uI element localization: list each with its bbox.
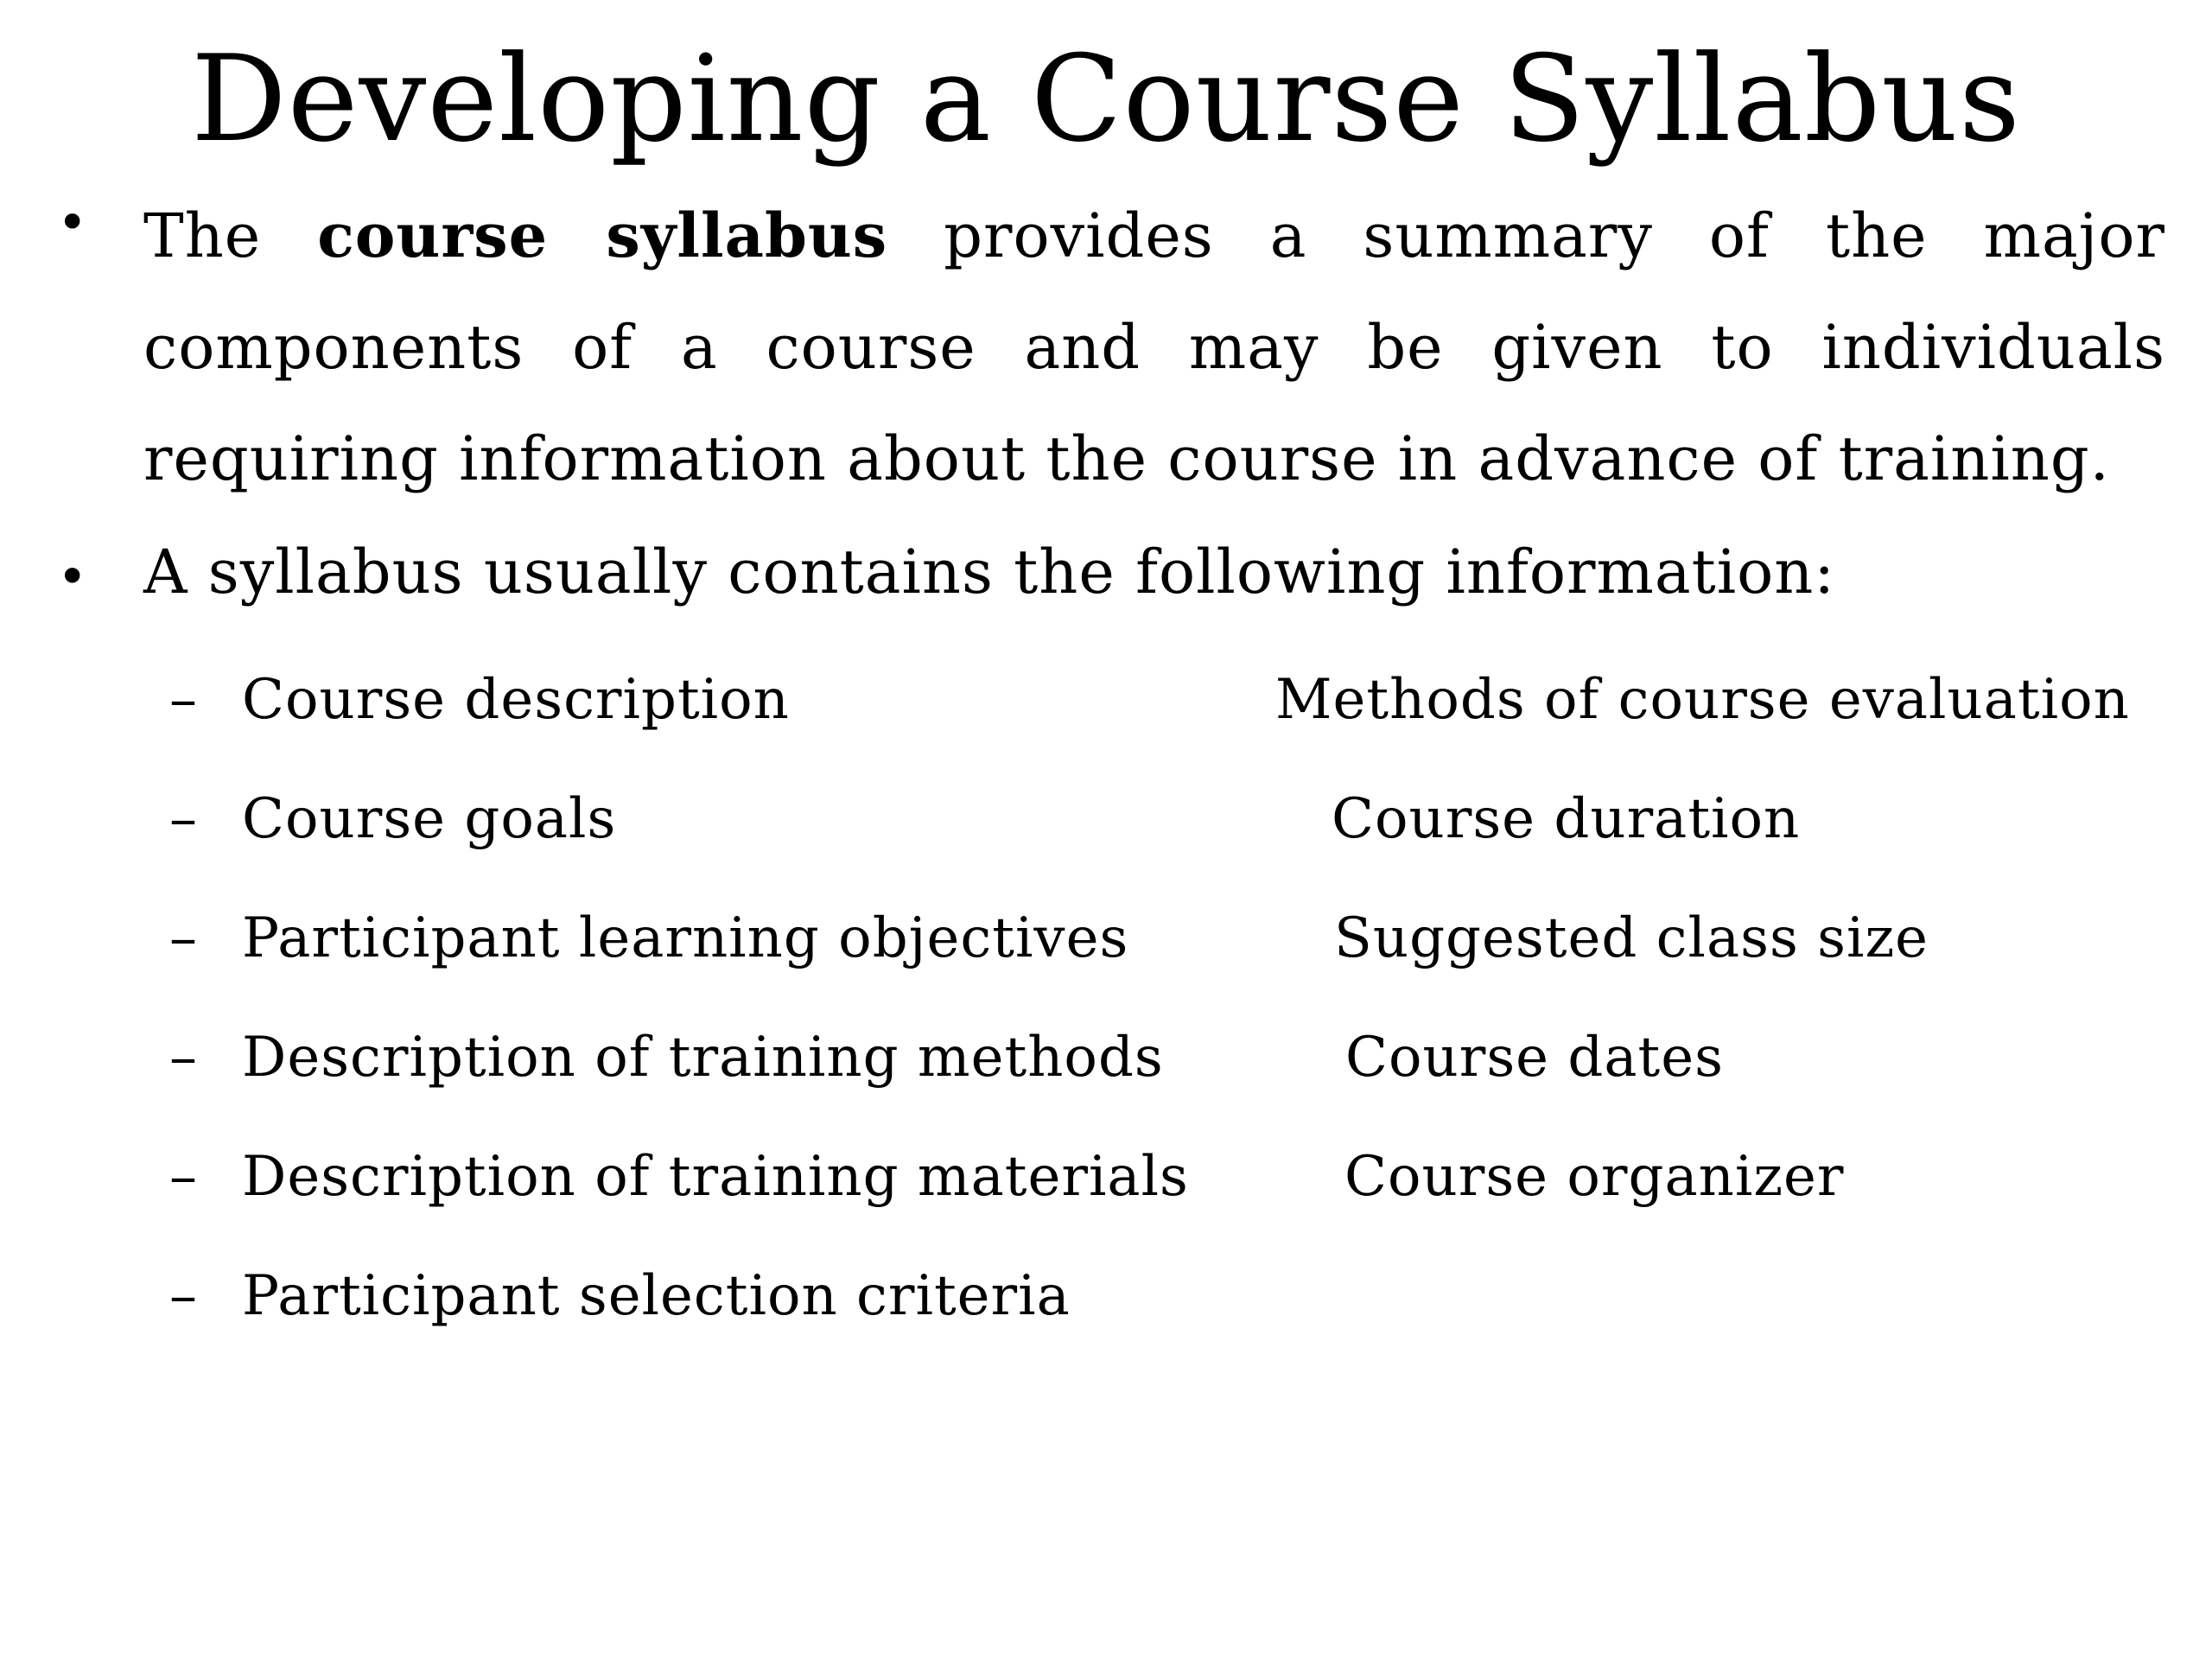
dash-icon: – xyxy=(169,787,197,851)
bullet-1-text-end: provides a summary of the major components of a course and may be given to individuals requiring information about the course in advance of training. xyxy=(143,200,2165,494)
list-item: Methods of course evaluation xyxy=(1275,668,2130,732)
bullet-paragraph-2: A syllabus usually contains the following information: xyxy=(143,537,1835,607)
list-item: Description of training materials xyxy=(242,1145,1189,1209)
list-item: Participant selection criteria xyxy=(242,1264,1071,1328)
list-item: Course dates xyxy=(1345,1026,1724,1090)
bullet-paragraph-1 xyxy=(143,180,2165,515)
bullet-icon: • xyxy=(57,547,88,607)
dash-icon: – xyxy=(169,1026,197,1090)
list-item: Suggested class size xyxy=(1334,906,1929,970)
list-item: Course duration xyxy=(1332,787,1801,851)
dash-icon: – xyxy=(169,1145,197,1209)
list-item: Course goals xyxy=(242,787,617,851)
slide-title: Developing a Course Syllabus xyxy=(191,29,2021,168)
list-item: Description of training methods xyxy=(242,1026,1164,1090)
bullet-1-bold-term: course syllabus xyxy=(317,200,888,271)
bullet-1-text-start: The xyxy=(143,200,318,271)
dash-icon: – xyxy=(169,668,197,732)
bullet-icon: • xyxy=(57,193,88,253)
list-item: Participant learning objectives xyxy=(242,906,1129,970)
dash-icon: – xyxy=(169,906,197,970)
list-item: Course organizer xyxy=(1344,1145,1845,1209)
dash-icon: – xyxy=(169,1264,197,1328)
list-item: Course description xyxy=(242,668,790,732)
